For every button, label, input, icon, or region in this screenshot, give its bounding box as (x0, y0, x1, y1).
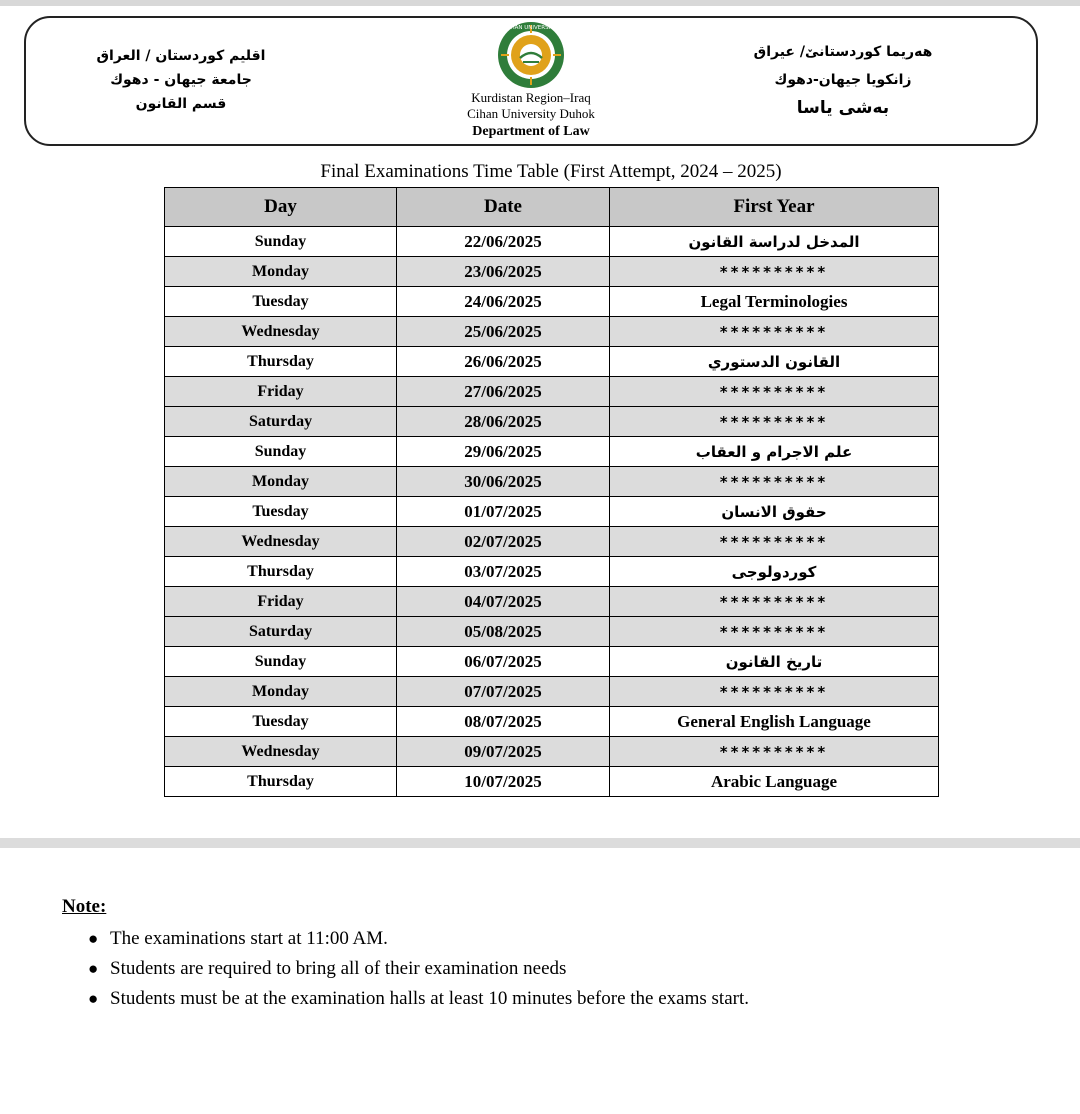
bullet-icon: ● (88, 929, 99, 948)
table-row (165, 767, 939, 797)
bullet-icon: ● (88, 959, 99, 978)
cell-date: 09/07/2025 (397, 737, 610, 767)
cell-date: 03/07/2025 (397, 557, 610, 587)
cell-date: 26/06/2025 (397, 347, 610, 377)
exam-timetable (164, 187, 939, 797)
cell-date: 08/07/2025 (397, 707, 610, 737)
cell-day: Monday (165, 467, 397, 497)
kurdish-header-line: زانكويا جيهان-دهوك (774, 72, 912, 88)
kurdish-header-line: بەشى ياسا (796, 98, 890, 118)
cell-date: 06/07/2025 (397, 647, 610, 677)
table-row (165, 317, 939, 347)
column-header-first-year: First Year (610, 188, 939, 227)
cell-subject: القانون الدستوري (610, 347, 939, 377)
table-row (165, 437, 939, 467)
note-item (84, 984, 749, 1014)
cell-day: Saturday (165, 617, 397, 647)
cell-day: Monday (165, 257, 397, 287)
cell-subject: ********** (610, 407, 939, 437)
cell-date: 25/06/2025 (397, 317, 610, 347)
bullet-icon: ● (88, 989, 99, 1008)
cell-subject: ********** (610, 587, 939, 617)
cell-day: Sunday (165, 437, 397, 467)
cell-subject: علم الاجرام و العقاب (610, 437, 939, 467)
cell-subject: ********** (610, 257, 939, 287)
cell-date: 27/06/2025 (397, 377, 610, 407)
table-row (165, 557, 939, 587)
cell-day: Sunday (165, 647, 397, 677)
cell-subject: تاريخ القانون (610, 647, 939, 677)
cell-subject: ********** (610, 617, 939, 647)
cell-date: 28/06/2025 (397, 407, 610, 437)
table-row (165, 377, 939, 407)
table-row (165, 707, 939, 737)
cell-subject: Arabic Language (610, 767, 939, 797)
note-item (84, 954, 749, 984)
table-row (165, 677, 939, 707)
cell-subject: حقوق الانسان (610, 497, 939, 527)
cell-subject: ********** (610, 527, 939, 557)
letterhead (24, 16, 1038, 146)
note-text: Students must be at the examination halls at least 10 minutes before the exams start. (110, 988, 749, 1009)
cell-day: Thursday (165, 557, 397, 587)
cell-date: 29/06/2025 (397, 437, 610, 467)
cell-day: Wednesday (165, 317, 397, 347)
arabic-header-line: جامعة جيهان - دهوك (110, 72, 252, 88)
arabic-header-line: اقليم كوردستان / العراق (96, 48, 266, 64)
page-title: Final Examinations Time Table (First Attempt, 2024 – 2025) (320, 161, 782, 182)
table-row (165, 227, 939, 257)
cell-day: Tuesday (165, 707, 397, 737)
cell-day: Monday (165, 677, 397, 707)
cell-subject: ********** (610, 467, 939, 497)
cell-date: 07/07/2025 (397, 677, 610, 707)
note-text: Students are required to bring all of their examination needs (110, 958, 567, 979)
cell-date: 02/07/2025 (397, 527, 610, 557)
cell-date: 30/06/2025 (397, 467, 610, 497)
table-header-row (165, 188, 939, 227)
cell-day: Tuesday (165, 287, 397, 317)
cell-subject: General English Language (610, 707, 939, 737)
table-row (165, 647, 939, 677)
cell-date: 04/07/2025 (397, 587, 610, 617)
cell-day: Tuesday (165, 497, 397, 527)
kurdish-header (728, 38, 958, 122)
cell-subject: ********** (610, 677, 939, 707)
table-row (165, 287, 939, 317)
note-title: Note: (62, 896, 107, 917)
cell-day: Friday (165, 587, 397, 617)
cell-day: Saturday (165, 407, 397, 437)
cell-date: 05/08/2025 (397, 617, 610, 647)
kurdish-header-line: هەريما كوردستانێ/ عيراق (753, 44, 933, 60)
section-divider (0, 838, 1080, 848)
top-divider (0, 0, 1080, 6)
university-header (436, 20, 626, 142)
note-text: The examinations start at 11:00 AM. (110, 928, 388, 949)
university-seal-icon (496, 20, 566, 90)
cell-day: Thursday (165, 347, 397, 377)
cell-subject: ********** (610, 317, 939, 347)
cell-date: 10/07/2025 (397, 767, 610, 797)
university-line: Cihan University Duhok (467, 106, 595, 121)
table-row (165, 347, 939, 377)
cell-subject: المدخل لدراسة القانون (610, 227, 939, 257)
table-row (165, 737, 939, 767)
cell-subject: ********** (610, 377, 939, 407)
logo-text: CIHAN UNIVERSITY (505, 25, 557, 31)
cell-date: 22/06/2025 (397, 227, 610, 257)
cell-day: Thursday (165, 767, 397, 797)
table-row (165, 587, 939, 617)
cell-day: Wednesday (165, 527, 397, 557)
table-row (165, 617, 939, 647)
arabic-header (86, 44, 276, 116)
table-row (165, 497, 939, 527)
cell-day: Friday (165, 377, 397, 407)
department-line: Department of Law (472, 124, 590, 139)
table-row (165, 407, 939, 437)
table-row (165, 527, 939, 557)
cell-subject: كوردولوجى (610, 557, 939, 587)
column-header-day: Day (165, 188, 397, 227)
column-header-date: Date (397, 188, 610, 227)
note-list (84, 924, 749, 1014)
cell-date: 01/07/2025 (397, 497, 610, 527)
table-row (165, 467, 939, 497)
cell-day: Sunday (165, 227, 397, 257)
arabic-header-line: قسم القانون (135, 96, 227, 112)
cell-date: 23/06/2025 (397, 257, 610, 287)
cell-subject: Legal Terminologies (610, 287, 939, 317)
cell-day: Wednesday (165, 737, 397, 767)
note-item (84, 924, 749, 954)
region-line: Kurdistan Region–Iraq (471, 90, 591, 105)
cell-subject: ********** (610, 737, 939, 767)
table-row (165, 257, 939, 287)
cell-date: 24/06/2025 (397, 287, 610, 317)
